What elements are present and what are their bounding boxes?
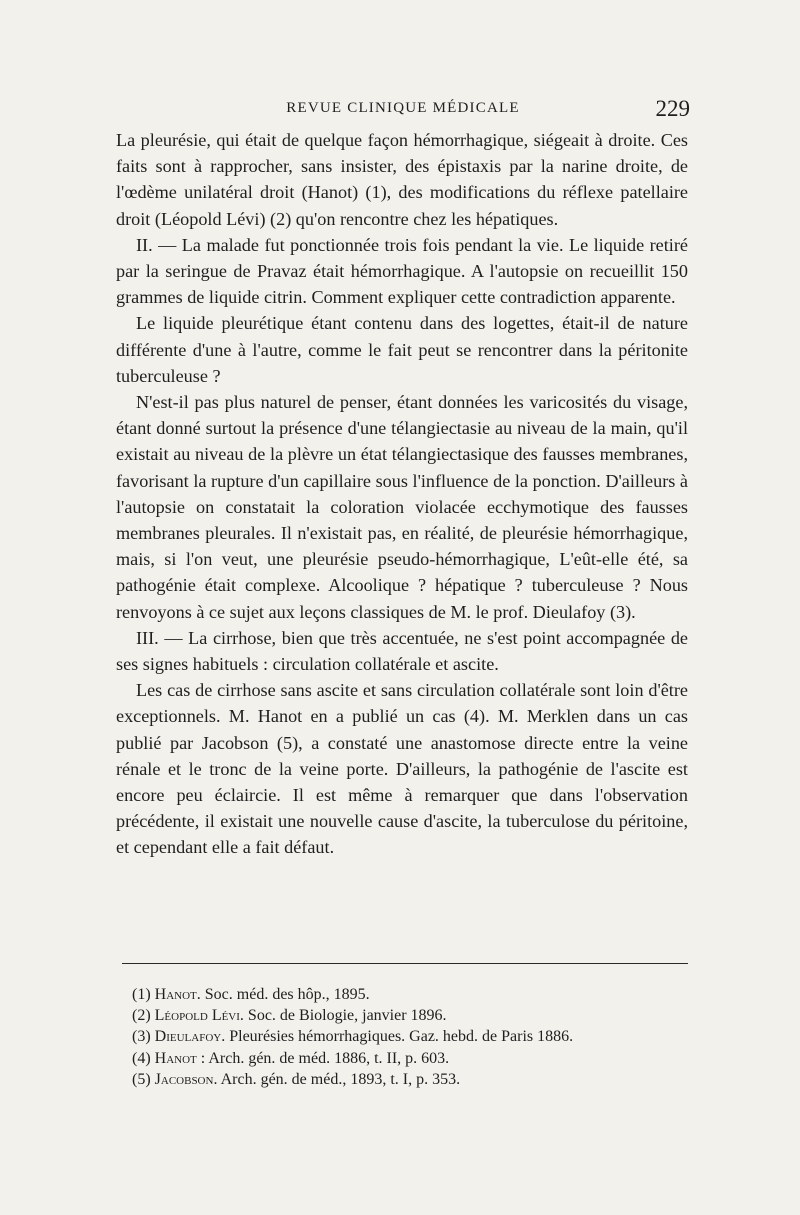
footnote-text: Soc. méd. des hôp., 1895. [204, 986, 370, 1003]
footnote-number: (1) [132, 986, 151, 1003]
footnote-author: Jacobson. [154, 1070, 218, 1088]
footnote [132, 1005, 688, 1026]
paragraph: III. — La cirrhose, bien que très accentuée, ne s'est point accompagnée de ses signes habituels : circulation collatérale et ascite. [116, 627, 688, 675]
body-text [116, 127, 688, 861]
footnote [132, 1069, 688, 1090]
page-header [116, 96, 690, 126]
footnote-text: Pleurésies hémorrhagiques. Gaz. hebd. de Paris 1886. [229, 1028, 574, 1046]
footnote-author: Hanot. [154, 986, 201, 1003]
footnote-text: Arch. gén. de méd. 1886, t. II, p. 603. [208, 1049, 450, 1067]
footnotes [132, 984, 688, 1090]
footnote-text: Arch. gén. de méd., 1893, t. I, p. 353. [220, 1070, 461, 1088]
footnote [132, 1026, 688, 1047]
paragraph: Les cas de cirrhose sans ascite et sans circulation collatérale sont loin d'être exceptionnels. M. Hanot en a publié un cas (4). M. Merklen dans un cas publié par Jacobson (5), a constaté une anastomose directe entre la veine rénale et le tronc de la veine porte. D'ailleurs, la pathogénie de l'ascite est encore peu éclaircie. Il est même à remarquer que dans l'observation précédente, il existait une nouvelle cause d'ascite, la tuberculose du péritoine, et cependant elle a fait défaut. [116, 680, 688, 858]
paragraph: Le liquide pleurétique étant contenu dans des logettes, était-il de nature différente d'une à l'autre, comme le fait peut se rencontrer dans la péritonite tuberculeuse ? [116, 313, 688, 386]
footnote-number: (4) [132, 1049, 151, 1067]
footnote [132, 1048, 688, 1069]
page-number: 229 [655, 96, 690, 121]
footnote-number: (2) [132, 1007, 151, 1025]
running-title: REVUE CLINIQUE MÉDICALE [286, 100, 520, 116]
footnote-text: Soc. de Biologie, janvier 1896. [247, 1007, 447, 1025]
footnote-author: Dieulafoy. [154, 1028, 226, 1046]
paragraph: II. — La malade fut ponctionnée trois fois pendant la vie. Le liquide retiré par la seringue de Pravaz était hémorrhagique. A l'autopsie on recueillit 150 grammes de liquide citrin. Comment expliquer cette contradiction apparente. [116, 234, 688, 308]
footnote-author: Léopold Lévi. [154, 1007, 244, 1025]
footnote-number: (5) [132, 1070, 151, 1088]
footnote-divider [122, 963, 688, 964]
paragraph: La pleurésie, qui était de quelque façon hémorrhagique, siégeait à droite. Ces faits sont à rapprocher, sans insister, des épistaxis par la narine droite, de l'œdème unilatéral droit (Hanot) (1), des modifications du réflexe patellaire droit (Léopold Lévi) (2) qu'on rencontre chez les hépatiques. [116, 130, 688, 229]
footnote-author: Hanot : [154, 1049, 206, 1067]
paragraph: N'est-il pas plus naturel de penser, étant données les varicosités du visage, étant donné surtout la présence d'une télangiectasie au niveau de la main, qu'il existait au niveau de la plèvre un état télangiectasique des fausses membranes, favorisant la rupture d'un capillaire sous l'influence de la ponction. D'ailleurs à l'autopsie on constatait la coloration violacée ecchymotique des fausses membranes pleurales. Il n'existait pas, en réalité, de pleurésie hémorrhagique, mais, si l'on veut, une pleurésie pseudo-hémorrhagique, L'eût-elle été, sa pathogénie était complexe. Alcoolique ? hépatique ? tuberculeuse ? Nous renvoyons à ce sujet aux leçons classiques de M. le prof. Dieulafoy (3). [116, 392, 688, 622]
footnote [132, 984, 688, 1005]
footnote-number: (3) [132, 1028, 151, 1046]
